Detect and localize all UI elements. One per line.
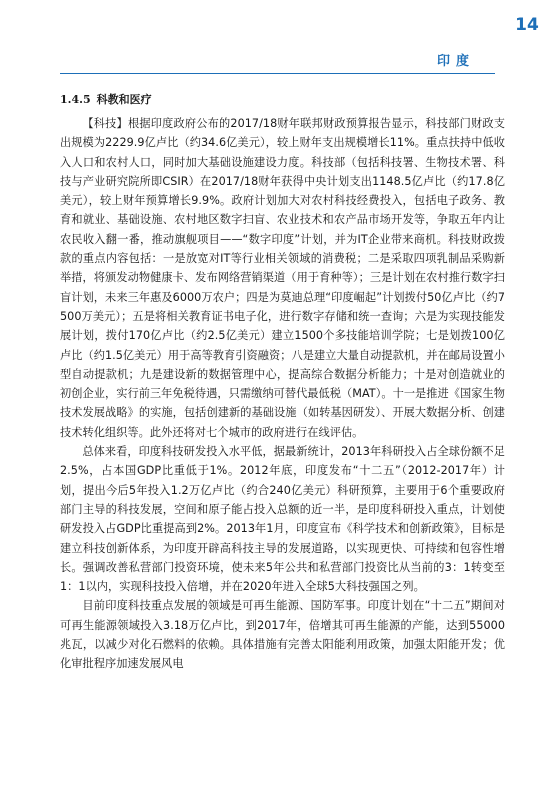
paragraph-technology: 【科技】根据印度政府公布的2017/18财年联邦财政预算报告显示，科技部门财政支出规模为2229.9亿卢比（约34.6亿美元），较上财年支出规模增长11%。重点扶持中低收入人口和农村人口，同时加大基础设施建设力度。科技部（包括科技署、生物技术署、科技与产业研究院所即CSIR）在2017/18财年获得中央计划支出1148.5亿卢比（约17.8亿美元），较上财年预算增长9.9%。政府计划加大对农村科技经费投入，包括电子政务、教育和就业、基础设施、农村地区数字扫盲、农业技术和农产品市场开发等，争取五年内让农民收入翻一番，推动旗舰项目——“数字印度”计划，并为IT企业带来商机。科技财政拨款的重点内容包括：一是放宽对IT等行业相关领域的消费税；二是采取四项乳制品采购新举措，将颁发动物健康卡、发布网络营销渠道（用于育种等）；三是计划在农村推行数字扫盲计划，未来三年惠及6000万农户；四是为莫迪总理“印度崛起”计划拨付50亿卢比（约7500万美元）；五是将相关教育证书电子化，进行数字存储和统一查询；六是为实现技能发展计划，拨付170亿卢比（约2.5亿美元）建立1500个多技能培训学院；七是划拨100亿卢比（约1.5亿美元）用于高等教育引资融资；八是建立大量自动提款机，并在邮局设置小型自动提款机；九是建设新的数据管理中心，提高综合数据分析能力；十是对创造就业的初创企业，实行前三年免税待遇，只需缴纳可替代最低税（MAT）。十一是推进《国家生物技术发展战略》的实施，包括创建新的基础设施（如转基因研发）、开展大数据分析、创建技术转化组织等。此外还将对七个城市的政府进行在线评估。	[60, 117, 505, 439]
page-number: 14	[505, 12, 549, 38]
section-number: 1.4.5	[60, 93, 91, 106]
section-heading	[60, 92, 505, 108]
page-header	[60, 44, 559, 76]
paragraph-overview: 总体来看，印度科技研发投入水平低，据最新统计，2013年科研投入占全球份额不足2.5%，占本国GDP比重低于1%。2012年底，印度发布“十二五”（2012-2017年）计划，提出今后5年投入1.2万亿卢比（约合240亿美元）科研预算，主要用于6个重要政府部门主导的科技发展，空间和原子能占投入总额的近一半，是印度科研投入重点，计划使研发投入占GDP比重提高到2%。2013年1月，印度宣布《科学技术和创新政策》，目标是建立科技创新体系，为印度开辟高科技主导的发展道路，以实现更快、可持续和包容性增长。强调改善私营部门投资环境，使未来5年公共和私营部门投资比从当前的3：1转变至1：1以内，实现科技投入倍增，并在2020年进入全球5大科技强国之列。	[60, 445, 505, 594]
page-content	[60, 92, 505, 674]
header-title: 印度	[436, 54, 475, 69]
paragraph-priority-fields: 目前印度科技重点发展的领域是可再生能源、国防军事。印度计划在“十二五”期间对可再生能源领域投入3.18万亿卢比，到2017年，倍增其可再生能源的产能，达到55000兆瓦，以减少对化石燃料的依赖。具体措施有完善太阳能利用政策，加强太阳能开发；优化审批程序加速发展风电	[60, 599, 505, 671]
section-title: 科教和医疗	[96, 93, 152, 106]
header-rule	[60, 73, 495, 74]
